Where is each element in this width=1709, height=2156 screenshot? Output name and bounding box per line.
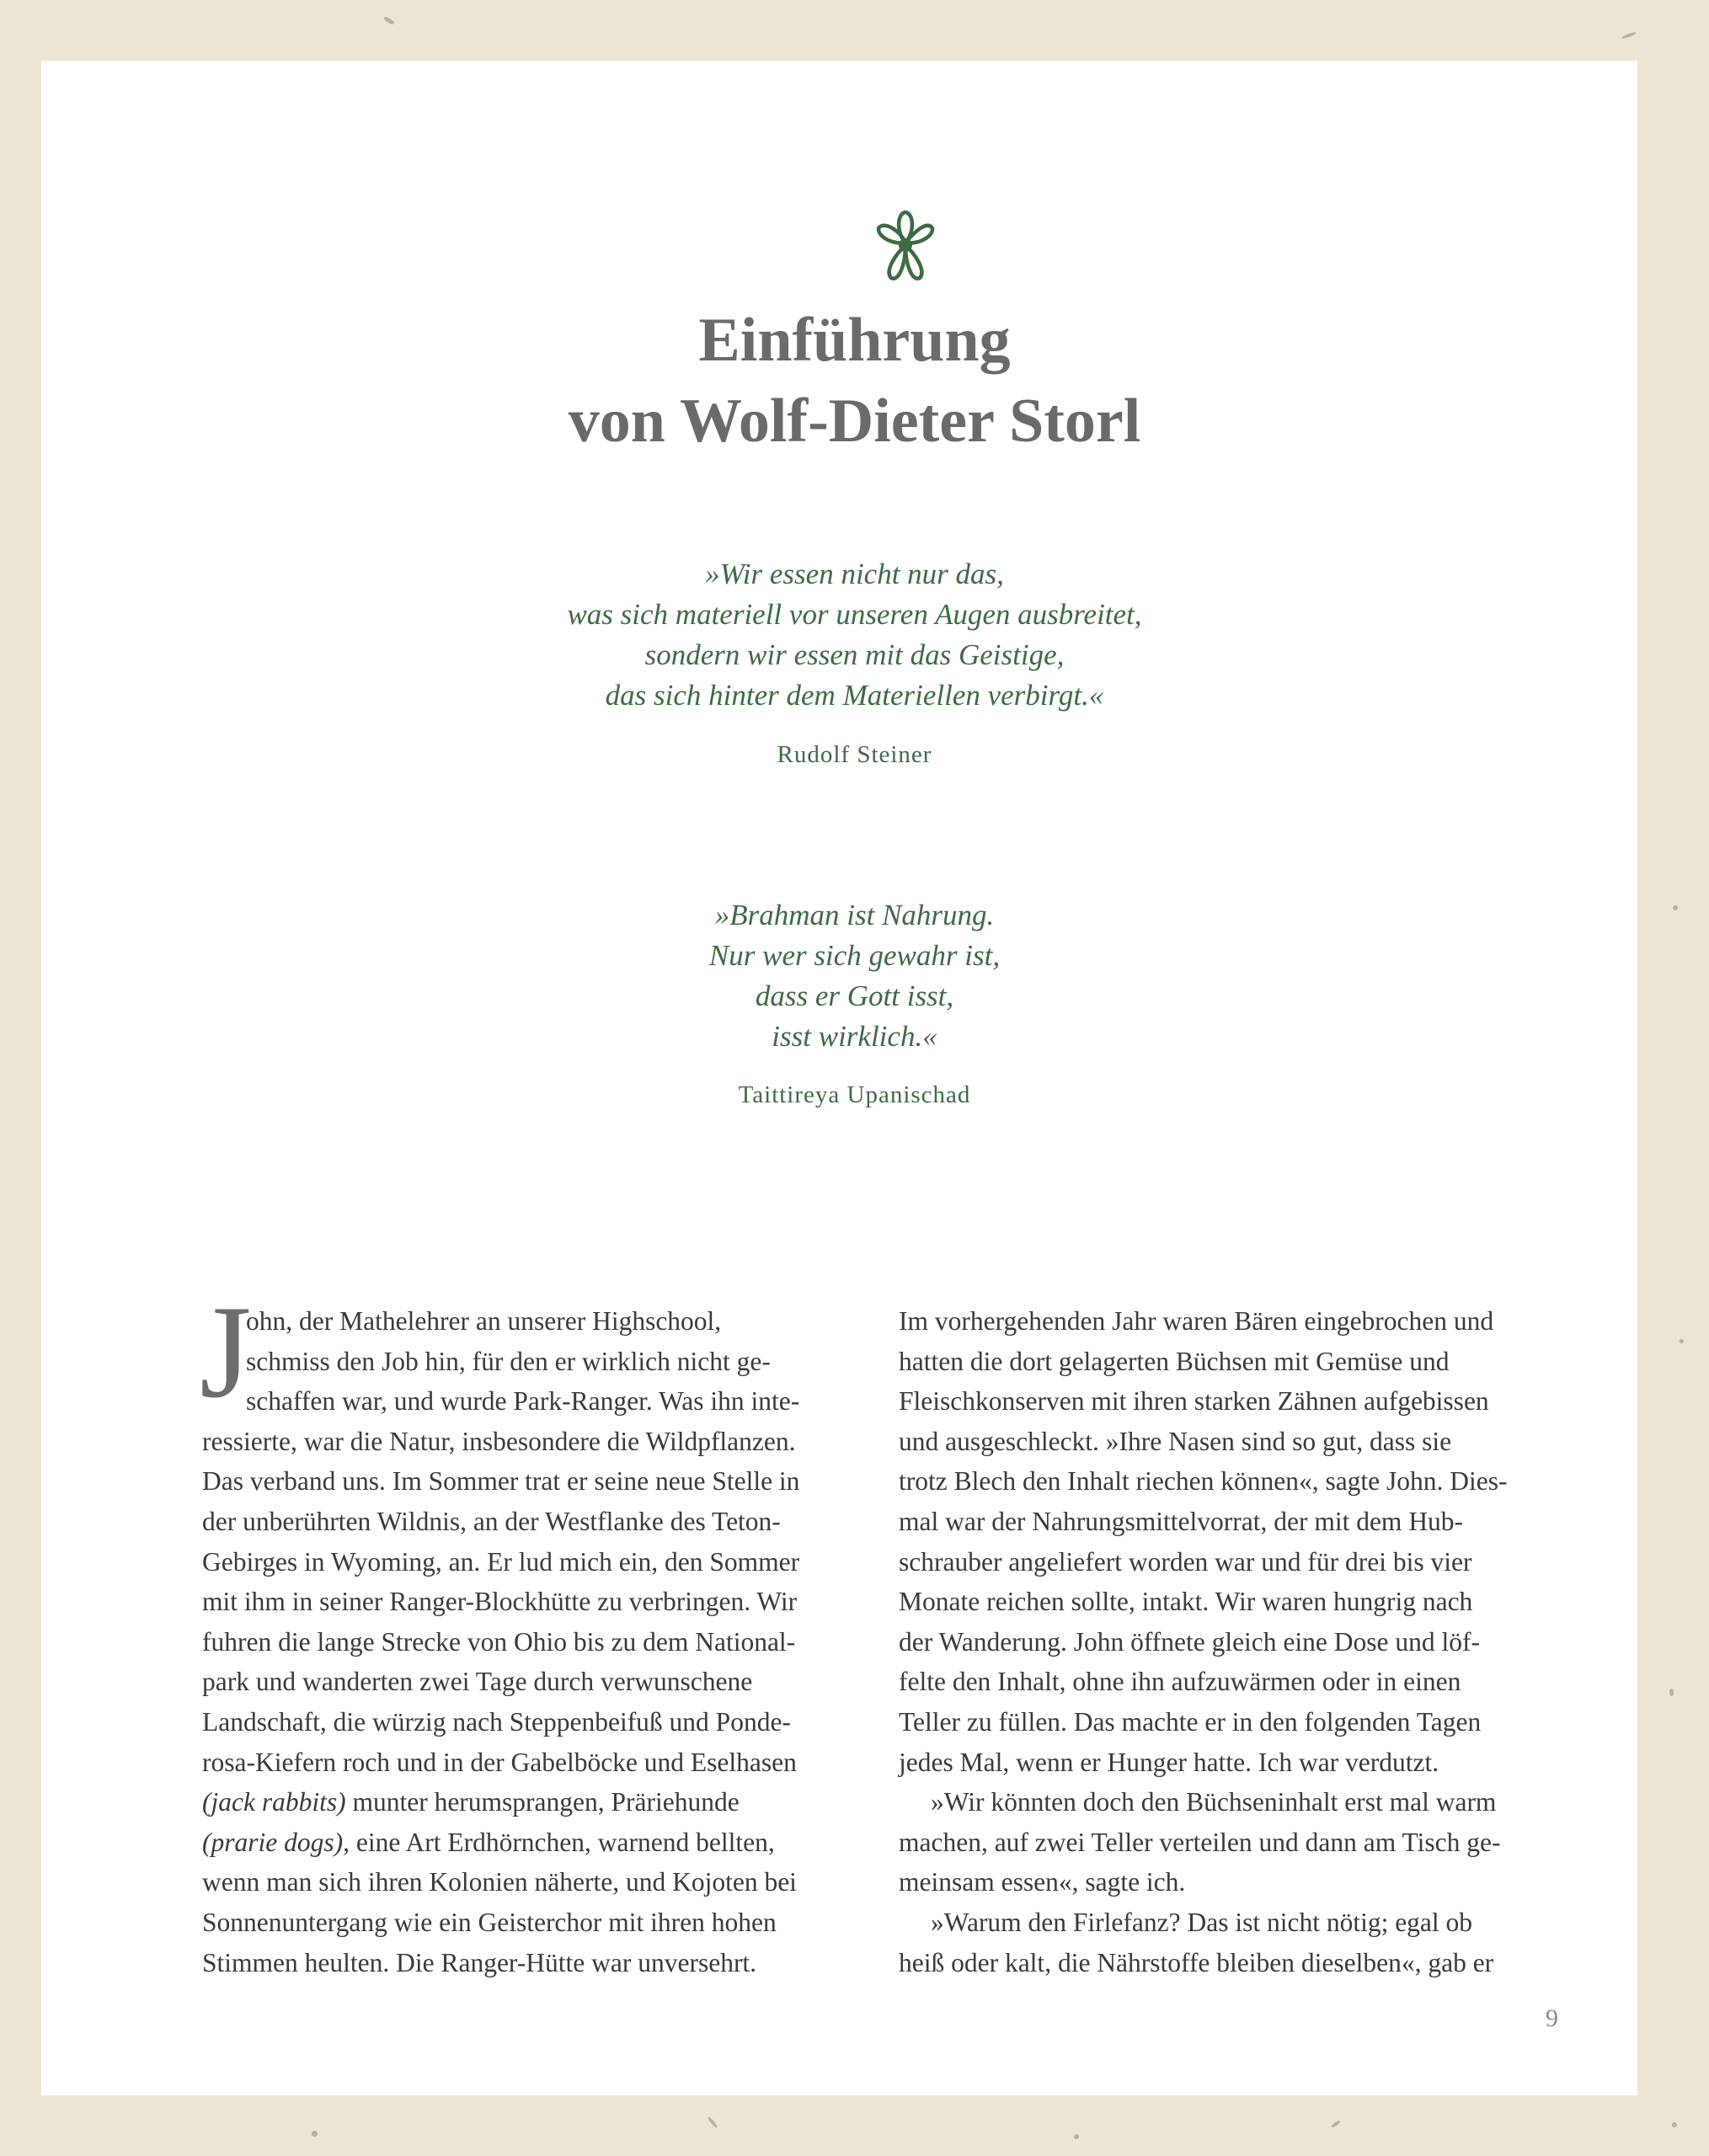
text-line: »Warum den Firlefanz? Das ist nicht nötig; egal ob xyxy=(931,1907,1473,1937)
paper-fleck xyxy=(1669,1689,1674,1696)
text-line: schrauber angeliefert worden war und für drei bis vier xyxy=(899,1546,1472,1577)
quote-line: das sich hinter dem Materiellen verbirgt.« xyxy=(605,679,1104,712)
text-line: ressierte, war die Natur, insbesondere die Wildpflanzen. xyxy=(202,1426,796,1456)
body-column-right xyxy=(899,1301,1564,1983)
text-line: »Wir könnten doch den Büchseninhalt erst mal warm xyxy=(931,1787,1497,1817)
text-line: Das verband uns. Im Sommer trat er seine neue Stelle in xyxy=(202,1466,800,1497)
quote-source: Rudolf Steiner xyxy=(777,741,932,768)
text-line: wenn man sich ihren Kolonien näherte, und Kojoten bei xyxy=(202,1867,797,1897)
text-line: hatten die dort gelagerten Büchsen mit Gemüse und xyxy=(899,1346,1450,1376)
text-line: der Wanderung. John öffnete gleich eine Dose und löf- xyxy=(899,1626,1480,1657)
text-line: heiß oder kalt, die Nährstoffe bleiben dieselben«, gab er xyxy=(899,1947,1494,1977)
paper-fleck xyxy=(1672,2122,1677,2127)
text-line: mal war der Nahrungsmittelvorrat, der mit dem Hub- xyxy=(899,1506,1464,1536)
text-line: machen, auf zwei Teller verteilen und dann am Tisch ge- xyxy=(899,1827,1501,1857)
epigraph-quote xyxy=(0,554,1709,716)
paper-fleck xyxy=(1621,31,1637,40)
quote-line: dass er Gott isst, xyxy=(755,979,954,1012)
text-line: der unberührten Wildnis, an der Westflanke des Teton- xyxy=(202,1506,781,1536)
quote-line: »Brahman ist Nahrung. xyxy=(714,899,995,931)
text-line: jedes Mal, wenn er Hunger hatte. Ich war verdutzt. xyxy=(899,1747,1439,1777)
text-line: schaffen war, und wurde Park-Ranger. Was ihn inte- xyxy=(246,1386,800,1417)
chapter-subtitle: von Wolf-Dieter Storl xyxy=(568,387,1141,456)
text-line: Monate reichen sollte, intakt. Wir waren hungrig nach xyxy=(899,1587,1473,1617)
page-number: 9 xyxy=(1546,2004,1558,2032)
epigraph-quote xyxy=(0,895,1709,1057)
text-line: Im vorhergehenden Jahr waren Bären eingebrochen und xyxy=(899,1306,1494,1336)
quote-line: was sich materiell vor unseren Augen ausbreitet, xyxy=(567,598,1142,631)
paper-fleck xyxy=(1680,1339,1684,1343)
text-line: park und wanderten zwei Tage durch verwunschene xyxy=(202,1667,753,1697)
paper-fleck xyxy=(1074,2134,1079,2139)
text-line: fuhren die lange Strecke von Ohio bis zu dem National- xyxy=(202,1626,796,1657)
text-line: felte den Inhalt, ohne ihn aufzuwärmen oder in einen xyxy=(899,1667,1461,1697)
flower-ornament-icon xyxy=(871,209,940,290)
paper-fleck xyxy=(383,16,396,25)
text-line: mit ihm in seiner Ranger-Blockhütte zu verbringen. Wir xyxy=(202,1587,798,1617)
quote-line: »Wir essen nicht nur das, xyxy=(705,558,1004,590)
text-line: Teller zu füllen. Das machte er in den folgenden Tagen xyxy=(899,1706,1482,1737)
quote-line: Nur wer sich gewahr ist, xyxy=(708,939,1001,972)
text-line: Stimmen heulten. Die Ranger-Hütte war unversehrt. xyxy=(202,1947,757,1977)
text-line: meinsam essen«, sagte ich. xyxy=(899,1867,1186,1897)
text-line: und ausgeschleckt. »Ihre Nasen sind so gut, dass sie xyxy=(899,1426,1452,1456)
text-line: Sonnenuntergang wie ein Geisterchor mit ihren hohen xyxy=(202,1907,777,1937)
text-line: Fleischkonserven mit ihren starken Zähnen aufgebissen xyxy=(899,1386,1489,1417)
paper-fleck xyxy=(1331,2120,1341,2128)
quote-source: Taittireya Upanischad xyxy=(738,1081,971,1108)
paper-fleck xyxy=(707,2116,718,2129)
chapter-title: Einführung xyxy=(698,306,1011,375)
paper-fleck xyxy=(312,2131,318,2137)
quote-line: isst wirklich.« xyxy=(772,1020,937,1053)
text-line: (jack rabbits) munter herumsprangen, Präriehunde xyxy=(202,1787,740,1817)
body-column-left xyxy=(202,1301,868,1983)
text-line: (prarie dogs), eine Art Erdhörnchen, warnend bellten, xyxy=(202,1827,775,1857)
text-line: schmiss den Job hin, für den er wirklich nicht ge- xyxy=(246,1346,771,1376)
text-line: rosa-Kiefern roch und in der Gabelböcke und Eselhasen xyxy=(202,1747,797,1777)
drop-cap: J xyxy=(200,1278,252,1426)
text-line: ohn, der Mathelehrer an unserer Highschool, xyxy=(246,1306,722,1336)
text-line: trotz Blech den Inhalt riechen können«, sagte John. Dies- xyxy=(899,1466,1508,1497)
quote-line: sondern wir essen mit das Geistige, xyxy=(644,638,1065,671)
text-line: Gebirges in Wyoming, an. Er lud mich ein, den Sommer xyxy=(202,1546,800,1577)
text-line: Landschaft, die würzig nach Steppenbeifuß und Ponde- xyxy=(202,1706,791,1737)
